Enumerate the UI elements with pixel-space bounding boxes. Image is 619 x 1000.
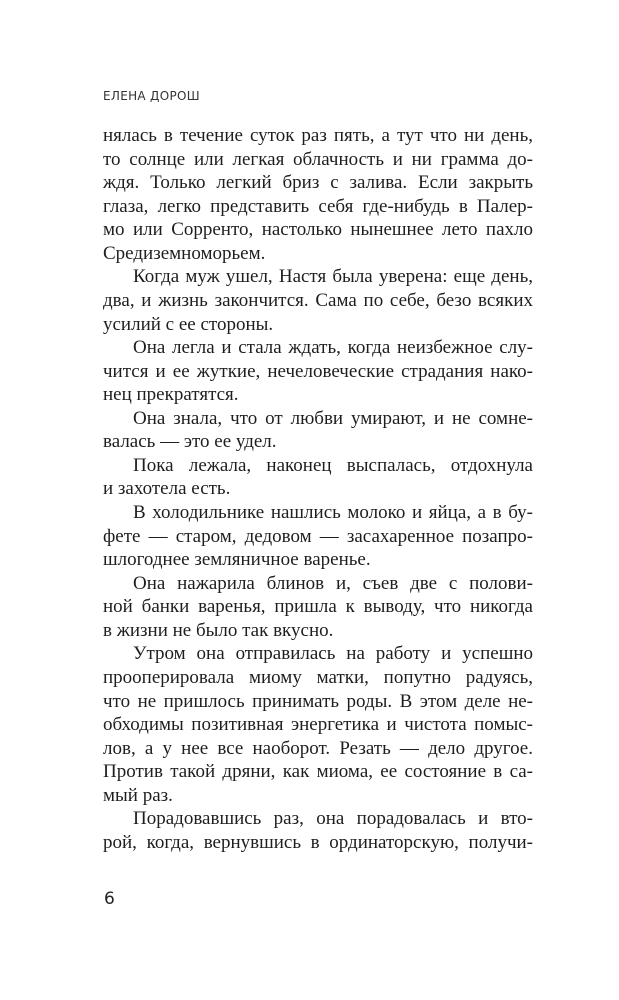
text-line: валась — это ее удел. bbox=[103, 431, 277, 453]
text-line: то солнце или легкая облачность и ни грамма до- bbox=[103, 148, 533, 170]
text-line: Против такой дряни, как миома, ее состояние в са- bbox=[103, 761, 533, 783]
text-line: В холодильнике нашлись молоко и яйца, а в бу- bbox=[133, 502, 533, 523]
text-line: Когда муж ушел, Настя была уверена: еще день, bbox=[133, 266, 533, 288]
text-line: мый раз. bbox=[103, 784, 173, 806]
text-line: и захотела есть. bbox=[103, 478, 231, 500]
page-number: 6 bbox=[104, 889, 115, 909]
text-line: ной банки варенья, пришла к выводу, что никогда bbox=[103, 596, 533, 618]
text-line: Она нажарила блинов и, съев две с полови- bbox=[133, 572, 533, 594]
text-line: глаза, легко представить себя где-нибудь в Палер- bbox=[103, 195, 533, 217]
text-line: прооперировала миому матки, попутно радуясь, bbox=[103, 666, 533, 688]
text-line: Пока лежала, наконец выспалась, отдохнула bbox=[133, 454, 533, 476]
text-line: мо или Сорренто, настолько нынешнее лето пахло bbox=[103, 219, 533, 241]
text-line: что не пришлось принимать роды. В этом деле не- bbox=[103, 690, 533, 712]
text-line: обходимы позитивная энергетика и чистота помыс- bbox=[103, 714, 533, 736]
text-line: Утром она отправилась на работу и успешно bbox=[133, 643, 533, 665]
text-line: два, и жизнь закончится. Сама по себе, безо всяких bbox=[103, 289, 533, 311]
text-line: рой, когда, вернувшись в ординаторскую, получи- bbox=[103, 831, 533, 853]
text-line: лов, а у нее все наоборот. Резать — дело другое. bbox=[103, 737, 533, 759]
text-line: нец прекратятся. bbox=[103, 384, 239, 406]
text-line: Она легла и стала ждать, когда неизбежное слу- bbox=[133, 337, 533, 359]
text-line: шлогоднее земляничное варенье. bbox=[103, 549, 371, 571]
text-line: Порадовавшись раз, она порадовалась и вто- bbox=[133, 808, 533, 830]
text-line: ждя. Только легкий бриз с залива. Если закрыть bbox=[103, 172, 533, 194]
text-line: Она знала, что от любви умирают, и не сомне- bbox=[133, 407, 533, 429]
running-head: ЕЛЕНА ДОРОШ bbox=[103, 89, 200, 103]
text-line: усилий с ее стороны. bbox=[103, 313, 274, 335]
text-line: в жизни не было так вкусно. bbox=[103, 619, 334, 641]
text-line: чится и ее жуткие, нечеловеческие страдания нако- bbox=[103, 360, 533, 382]
body-text bbox=[103, 124, 533, 854]
text-line: нялась в течение суток раз пять, а тут что ни день, bbox=[103, 125, 533, 146]
text-line: фете — старом, дедовом — засахаренное позапро- bbox=[103, 525, 533, 547]
text-line: Средиземноморьем. bbox=[103, 242, 266, 264]
